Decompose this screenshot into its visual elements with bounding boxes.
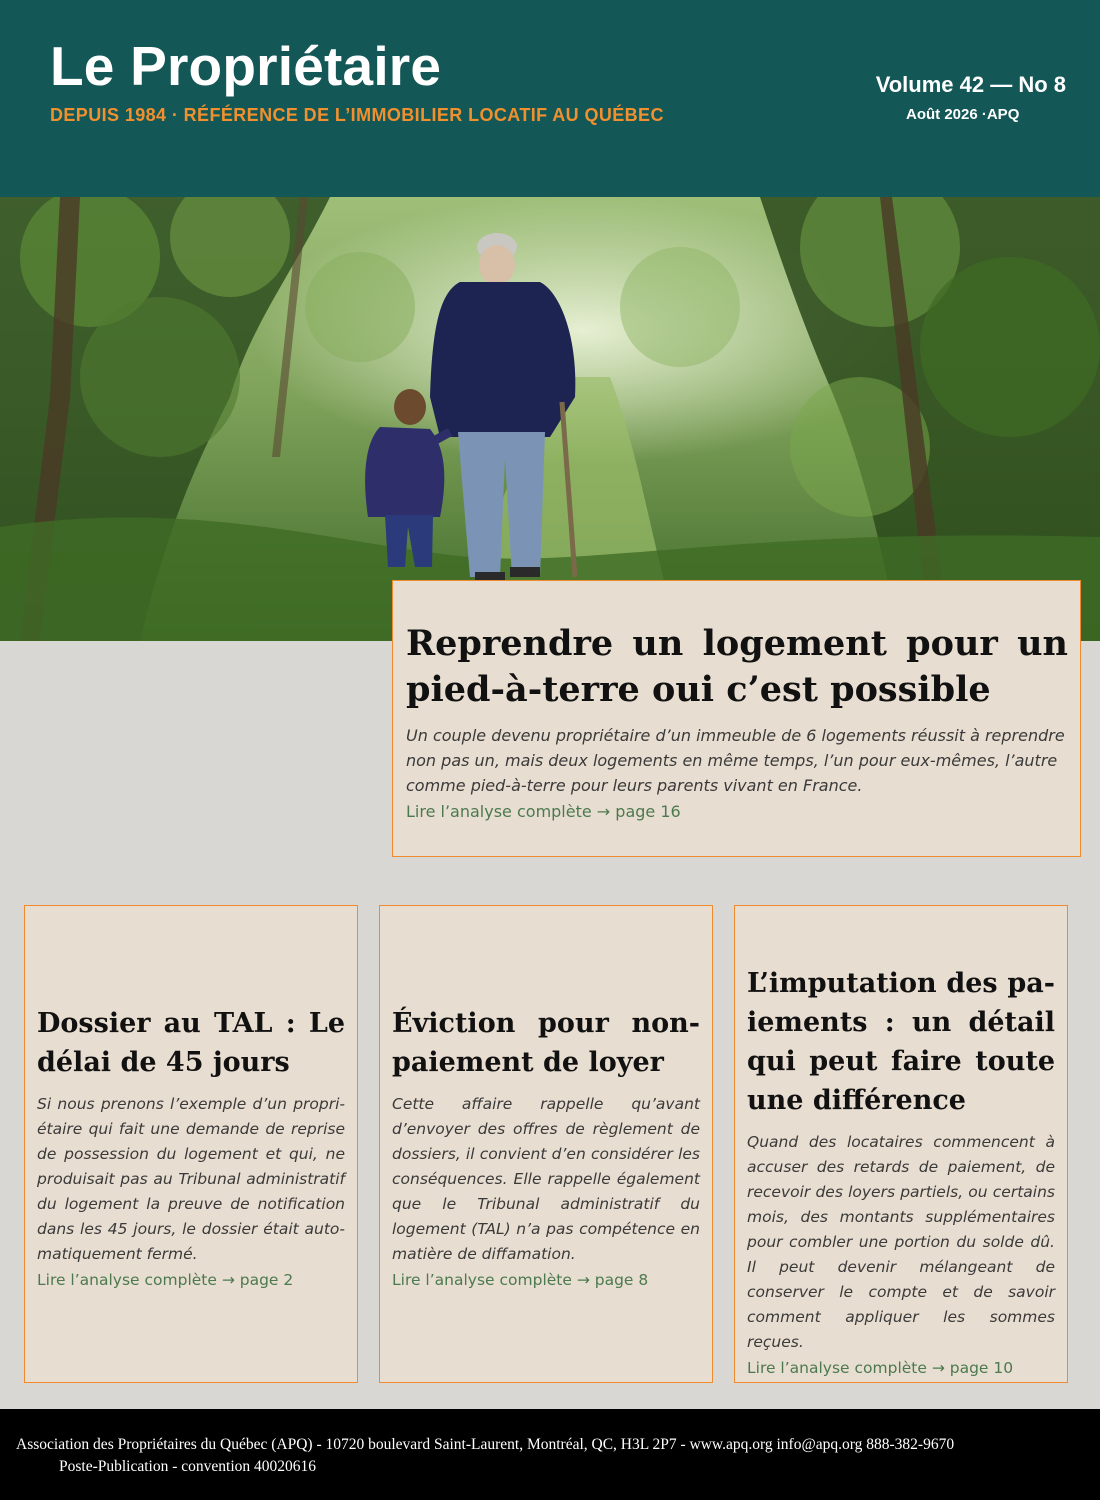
masthead: [0, 0, 1100, 197]
feature-article-summary: Un couple devenu propriétaire d’un immeuble de 6 logements réussit à reprendre non pas un, mais deux logements en même temps, l’un pour eux-mêmes, l’autre comme pied-à-terre pour leurs parents vivant en France.: [406, 726, 1065, 795]
feature-article-link[interactable]: Lire l’analyse complète → page 16: [406, 802, 681, 821]
article-summary: Si nous prenons l’exemple d’un propriétaire qui fait une demande de reprise de possession du logement et qui, ne produisait pas au Tribunal administratif du logement la preuve de notification dans les 45 jours, le dossier était automatiquement fermé.: [37, 1095, 345, 1263]
article-title: Dossier au TAL : Le délai de 45 jours: [37, 1008, 345, 1078]
publication-tagline: DEPUIS 1984 · RÉFÉRENCE DE L’IMMOBILIER LOCATIF AU QUÉBEC: [50, 105, 664, 125]
article-link[interactable]: Lire l’analyse complète → page 2: [37, 1271, 294, 1289]
article-card: [24, 905, 358, 1383]
article-link[interactable]: Lire l’analyse complète → page 8: [392, 1271, 649, 1289]
hero-photo: [0, 197, 1100, 641]
forest-path-photo-icon: [0, 197, 1100, 641]
footer-contact-line: Association des Propriétaires du Québec (APQ) - 10720 boulevard Saint-Laurent, Montréal, QC, H3L 2P7 - www.apq.org info@apq.org 888-382-9670: [16, 1436, 955, 1453]
article-card: [379, 905, 713, 1383]
article-summary: Cette affaire rappelle qu’avant d’envoyer des offres de règlement de dossiers, il convient d’en considérer les conséquences. Elle rappelle également que le Tribunal administratif du logement (TAL) n’a pas compétence en matière de diffamation.: [392, 1095, 700, 1263]
article-card: [734, 905, 1068, 1383]
footer: [0, 1409, 1100, 1500]
article-summary: Quand des locataires commencent à accuser des retards de paiement, de recevoir des loyers partiels, ou certains mois, des montants supplémentaires pour combler une portion du solde dû. Il peut devenir mélangeant de conserver le compte et de savoir comment appliquer les sommes reçues.: [747, 1133, 1055, 1351]
article-link[interactable]: Lire l’analyse complète → page 10: [747, 1359, 1014, 1377]
publication-title: Le Propriétaire: [50, 35, 442, 97]
issue-volume: Volume 42 — No 8: [875, 72, 1066, 97]
feature-article-title: Reprendre un logement pour un pied-à-terre oui c’est possible: [406, 623, 1068, 710]
issue-date: Août 2026 ·APQ: [906, 106, 1020, 123]
article-title: Éviction pour non-paiement de loyer: [392, 1008, 700, 1078]
article-title: L’imputation des paiements : un détail qui peut faire toute une différence: [747, 968, 1055, 1116]
feature-article-card: [392, 580, 1081, 857]
footer-postal-line: Poste-Publication - convention 40020616: [59, 1458, 317, 1475]
